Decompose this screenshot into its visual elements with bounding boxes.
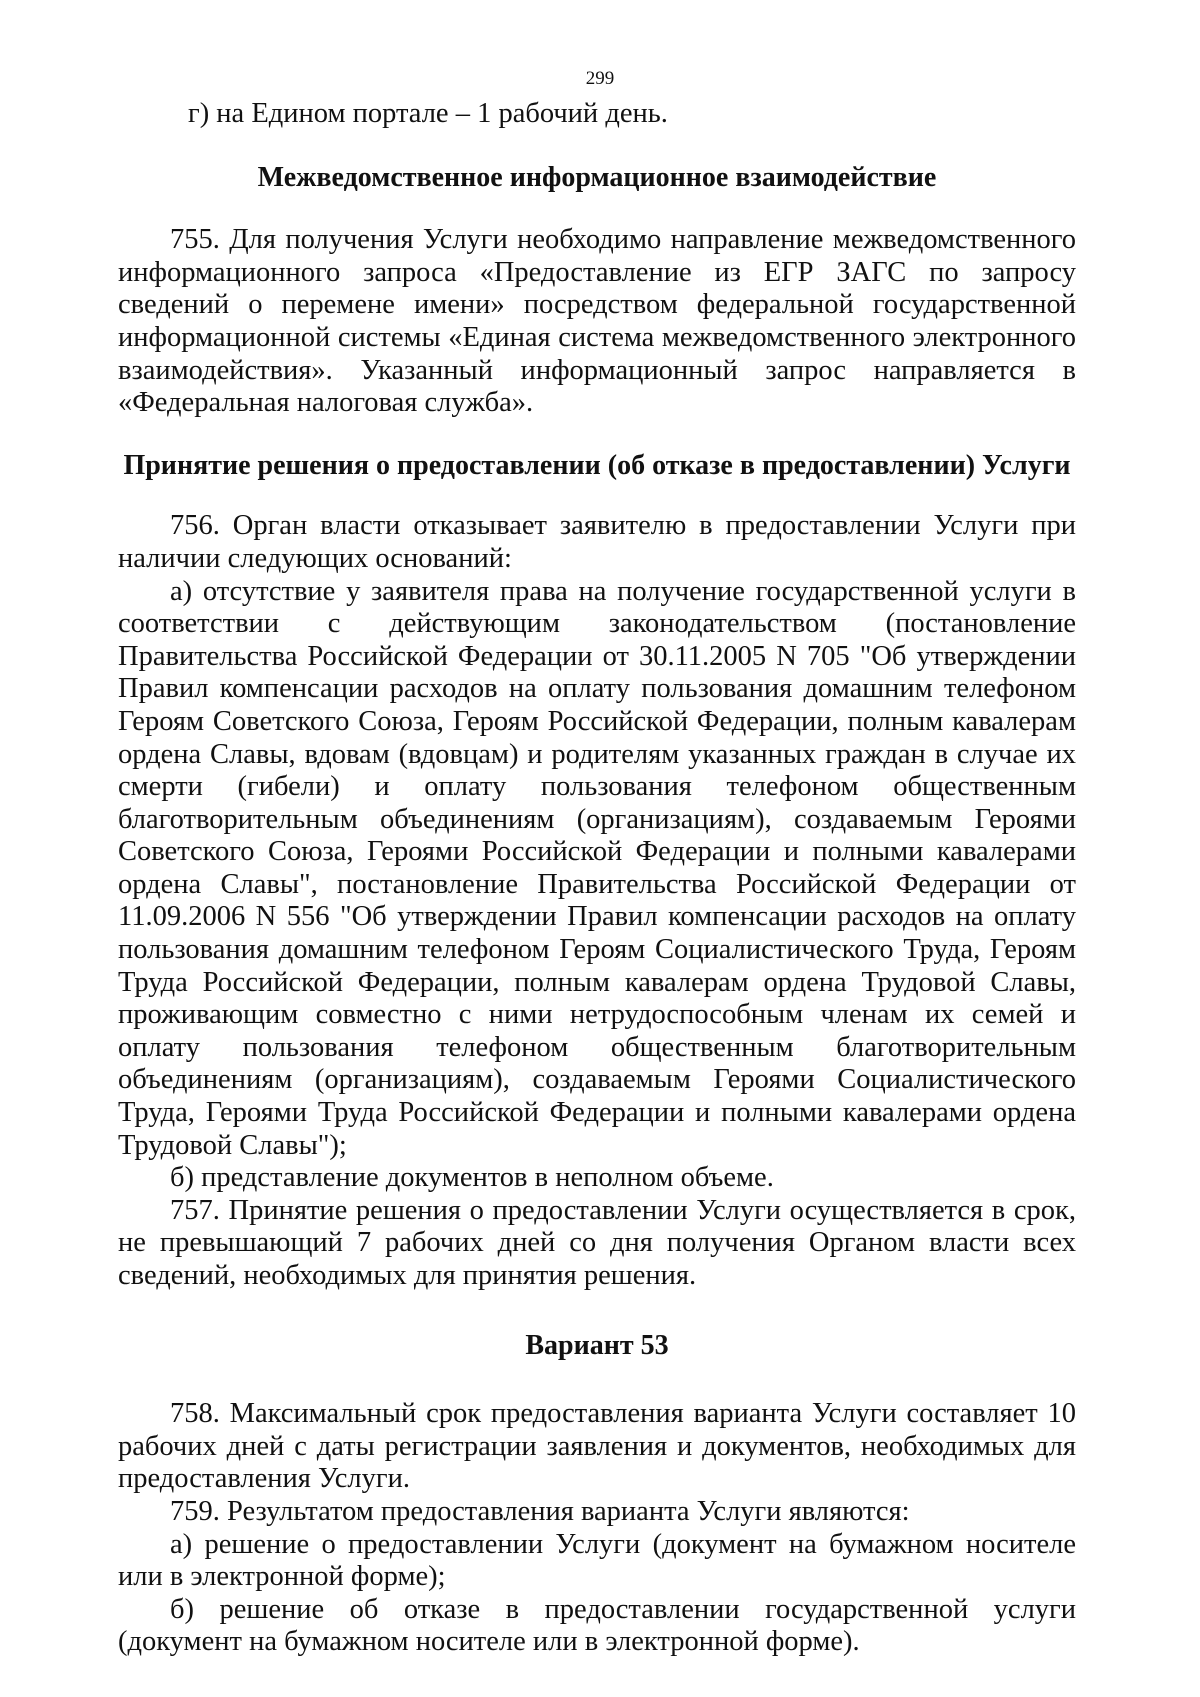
paragraph-757: 757. Принятие решения о предоставлении Услуги осуществляется в срок, не превышающий 7 рабочих дней со дня получения Органом власти всех сведений, необходимых для принятия решения. bbox=[118, 1194, 1076, 1291]
paragraph-759-b: б) решение об отказе в предоставлении государственной услуги (документ на бумажном носителе или в электронной форме). bbox=[118, 1593, 1076, 1658]
paragraph-756-a: а) отсутствие у заявителя права на получение государственной услуги в соответствии с действующим законодательством (постановление Правительства Российской Федерации от 30.11.2005 N 705 "Об утверждении Правил компенсации расходов на оплату пользования домашним телефоном Героям Советского Союза, Героям Российской Федерации, полным кавалерам ордена Славы, вдовам (вдовцам) и родителям указанных граждан в случае их смерти (гибели) и оплату пользования телефоном общественным благотворительным объединениям (организациям), создаваемым Героями Советского Союза, Героями Российской Федерации и полными кавалерами ордена Славы", постановление Правительства Российской Федерации от 11.09.2006 N 556 "Об утверждении Правил компенсации расходов на оплату пользования домашним телефоном Героям Социалистического Труда, Героям Труда Российской Федерации, полным кавалерам ордена Трудовой Славы, проживающим совместно с ними нетрудоспособным членам их семей и оплату пользования телефоном общественным благотворительным объединениям (организациям), создаваемым Героями Социалистического Труда, Героями Труда Российской Федерации и полными кавалерами ордена Трудовой Славы"); bbox=[118, 575, 1076, 1161]
heading-decision: Принятие решения о предоставлении (об отказе в предоставлении) Услуги bbox=[123, 449, 1071, 481]
paragraph-755: 755. Для получения Услуги необходимо направление межведомственного информационного запроса «Предоставление из ЕГР ЗАГС по запросу сведений о перемене имени» посредством федеральной государственной информационной системы «Единая система межведомственного электронного взаимодействия». Указанный информационный запрос направляется в «Федеральная налоговая служба». bbox=[118, 224, 1076, 419]
paragraph-g-portal: г) на Едином портале – 1 рабочий день. bbox=[188, 98, 668, 129]
paragraph-756-b: б) представление документов в неполном объеме. bbox=[170, 1162, 774, 1194]
paragraph-756: 756. Орган власти отказывает заявителю в предоставлении Услуги при наличии следующих оснований: bbox=[118, 510, 1076, 574]
paragraph-758: 758. Максимальный срок предоставления варианта Услуги составляет 10 рабочих дней с даты регистрации заявления и документов, необходимых для предоставления Услуги. bbox=[118, 1398, 1076, 1495]
page-number: 299 bbox=[585, 68, 615, 89]
paragraph-759: 759. Результатом предоставления варианта Услуги являются: bbox=[170, 1495, 910, 1527]
heading-interagency: Межведомственное информационное взаимодействие bbox=[257, 161, 937, 193]
document-content bbox=[118, 0, 1076, 1659]
heading-variant-53: Вариант 53 bbox=[525, 1329, 669, 1361]
paragraph-759-a: а) решение о предоставлении Услуги (документ на бумажном носителе или в электронной форме); bbox=[118, 1528, 1076, 1593]
